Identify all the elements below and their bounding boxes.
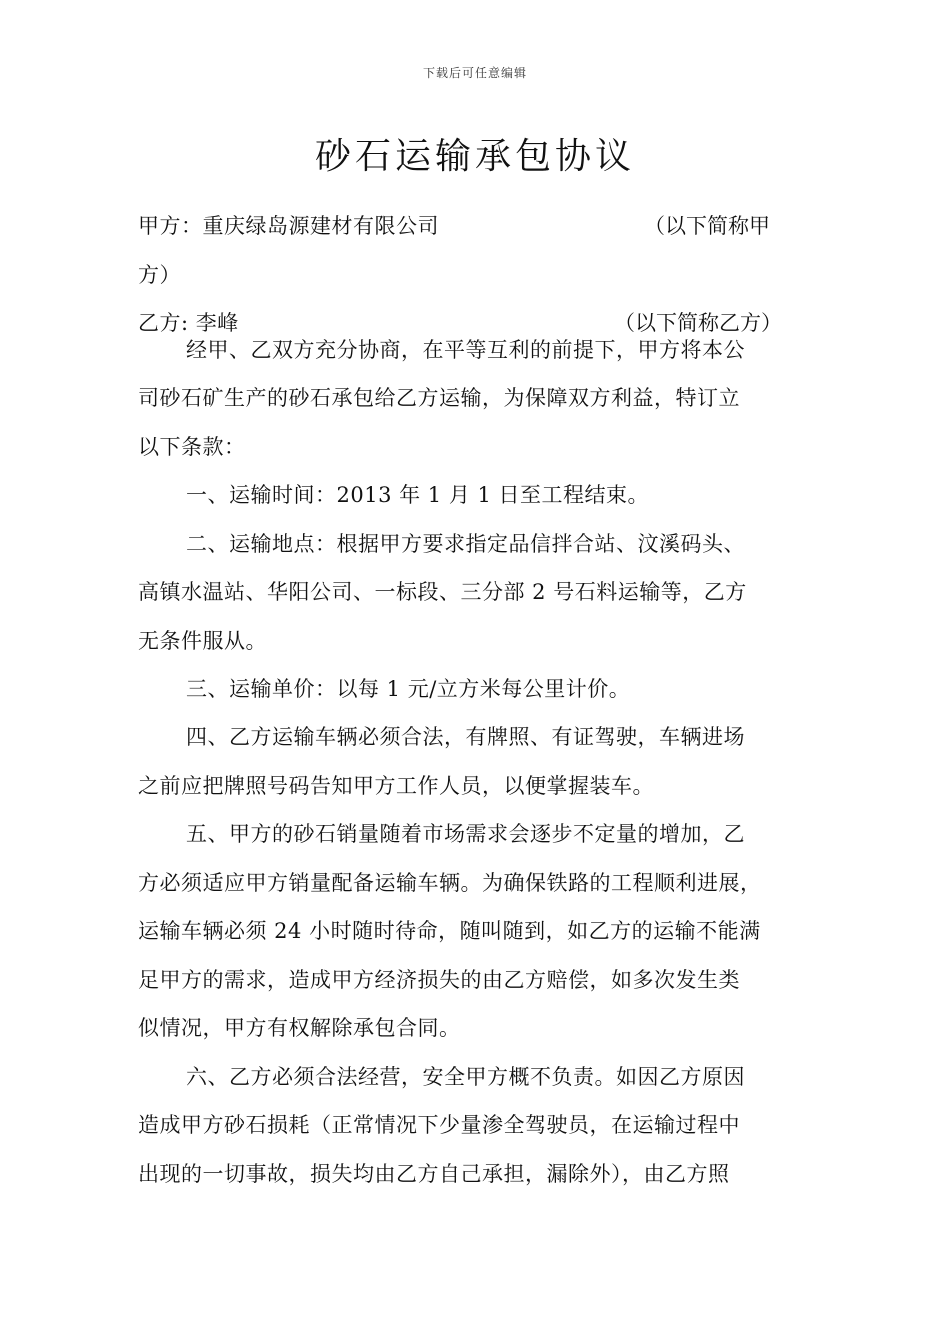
intro-line: 以下条款： [138, 435, 246, 459]
clause-4-line: 四、乙方运输车辆必须合法，有牌照、有证驾驶，车辆进场 [186, 725, 745, 749]
clause-6-line: 六、乙方必须合法经营，安全甲方概不负责。如因乙方原因 [186, 1065, 745, 1089]
party-a-alias: （以下简称甲 [644, 214, 770, 238]
document-title: 砂石运输承包协议 [314, 136, 635, 177]
clause-5-line: 足甲方的需求，造成甲方经济损失的由乙方赔偿，如多次发生类 [138, 968, 740, 992]
clause-2-line: 高镇水温站、华阳公司、一标段、三分部 2 号石料运输等，乙方 [138, 580, 747, 604]
party-a-alias-wrap: 方） [138, 263, 181, 287]
clause-5-line: 似情况，甲方有权解除承包合同。 [138, 1016, 461, 1040]
clause-5-line: 五、甲方的砂石销量随着市场需求会逐步不定量的增加，乙 [186, 822, 745, 846]
party-b-name: 乙方: 李峰 [138, 311, 239, 335]
clause-1-line: 一、运输时间：2013 年 1 月 1 日至工程结束。 [186, 483, 650, 507]
clause-5-line: 运输车辆必须 24 小时随时待命，随叫随到，如乙方的运输不能满 [138, 919, 761, 943]
clause-6-line: 造成甲方砂石损耗（正常情况下少量渗全驾驶员，在运输过程中 [138, 1113, 740, 1137]
clause-2-line: 无条件服从。 [138, 629, 267, 653]
clause-4-line: 之前应把牌照号码告知甲方工作人员，以便掌握装车。 [138, 774, 654, 798]
intro-line: 司砂石矿生产的砂石承包给乙方运输，为保障双方利益，特订立 [138, 386, 740, 410]
party-a-name: 甲方：重庆绿岛源建材有限公司 [138, 214, 439, 238]
party-b-alias: （以下简称乙方） [614, 311, 782, 335]
clause-3-line: 三、运输单价：以每 1 元/立方米每公里计价。 [186, 677, 631, 701]
clause-2-line: 二、运输地点：根据甲方要求指定品信拌合站、汶溪码头、 [186, 532, 745, 556]
clause-5-line: 方必须适应甲方销量配备运输车辆。为确保铁路的工程顺利进展， [138, 871, 762, 895]
clause-6-line: 出现的一切事故，损失均由乙方自己承担，漏除外），由乙方照 [138, 1162, 730, 1186]
intro-line: 经甲、乙双方充分协商，在平等互利的前提下，甲方将本公 [186, 338, 745, 362]
header-note: 下载后可任意编辑 [422, 66, 527, 80]
